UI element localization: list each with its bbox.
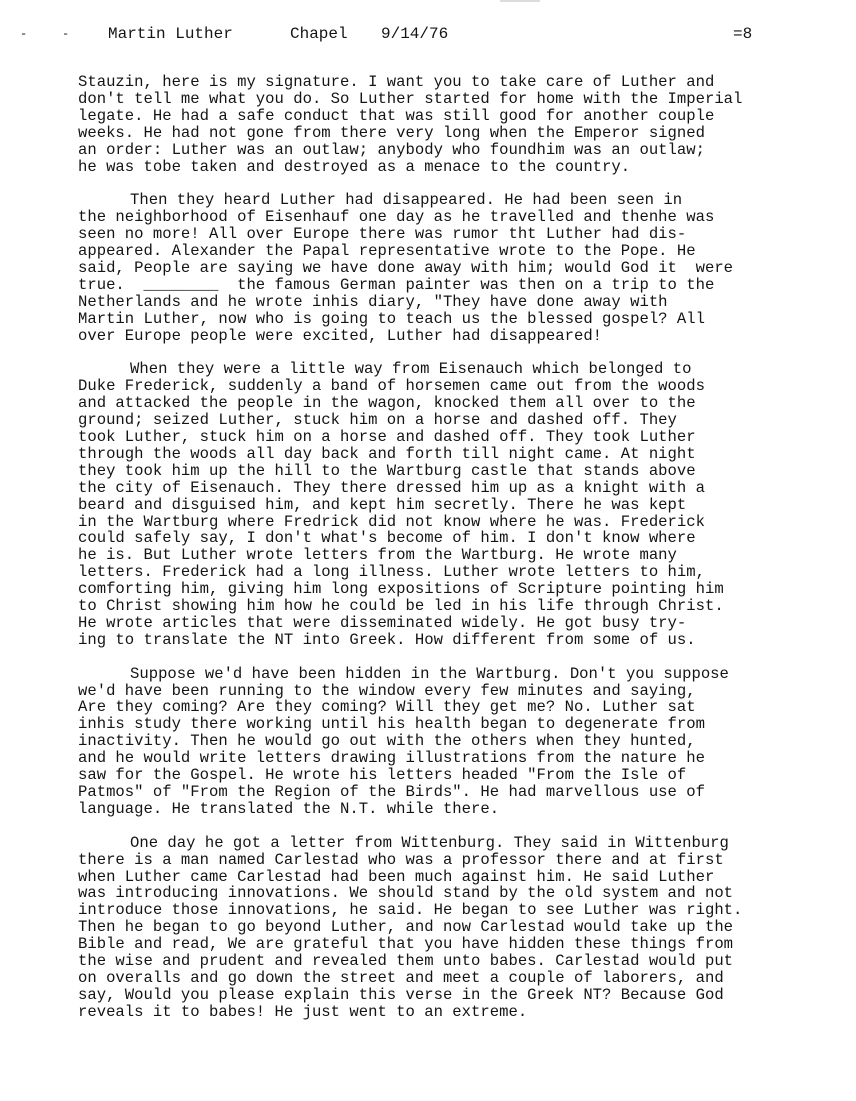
text-line: we'd have been running to the window every few minutes and saying, bbox=[78, 681, 696, 700]
header-date: 9/14/76 bbox=[381, 25, 449, 43]
text-line: Then they heard Luther had disappeared. He had been seen in bbox=[130, 191, 683, 210]
text-line: over Europe people were excited, Luther had disappeared! bbox=[78, 326, 603, 345]
text-line: the wise and prudent and revealed them unto babes. Carlestad would put bbox=[78, 952, 734, 971]
text-line: ing to translate the NT into Greek. How different from some of us. bbox=[78, 630, 696, 649]
text-line: appeared. Alexander the Papal representative wrote to the Pope. He bbox=[78, 242, 696, 261]
text-line: introduce those innovations, he said. He began to see Luther was right. bbox=[78, 901, 743, 920]
paragraph bbox=[78, 666, 818, 818]
text-line: Stauzin, here is my signature. I want you to take care of Luther and bbox=[78, 73, 715, 91]
text-line: the neighborhood of Eisenhauf one day as he travelled and thenhe was bbox=[78, 208, 715, 227]
page-number: =8 bbox=[733, 25, 753, 43]
text-line: and he would write letters drawing illustrations from the nature he bbox=[78, 749, 705, 768]
text-line: inactivity. Then he would go out with the others when they hunted, bbox=[78, 732, 696, 751]
text-line: inhis study there working until his health began to degenerate from bbox=[78, 715, 705, 734]
text-line: When they were a little way from Eisenauch which belonged to bbox=[130, 360, 692, 379]
text-line: don't tell me what you do. So Luther started for home with the Imperial bbox=[78, 89, 743, 108]
text-line: he is. But Luther wrote letters from the Wartburg. He wrote many bbox=[78, 546, 677, 565]
text-line: beard and disguised him, and kept him secretly. There he was kept bbox=[78, 495, 687, 514]
text-line: on overalls and go down the street and meet a couple of laborers, and bbox=[78, 968, 724, 987]
text-line: Bible and read, We are grateful that you have hidden these things from bbox=[78, 935, 734, 954]
paragraph bbox=[78, 74, 818, 175]
text-line: legate. He had a safe conduct that was still good for another couple bbox=[78, 106, 715, 125]
text-line: said, People are saying we have done away with him; would God it were bbox=[78, 258, 734, 277]
text-line: Netherlands and he wrote inhis diary, "They have done away with bbox=[78, 292, 668, 311]
text-line: could safely say, I don't what's become of him. I don't know where bbox=[78, 529, 696, 548]
header-title: Martin Luther bbox=[108, 25, 233, 43]
header-service: Chapel bbox=[290, 25, 348, 43]
text-line: ground; seized Luther, stuck him on a horse and dashed off. They bbox=[78, 411, 677, 430]
page-header bbox=[0, 23, 856, 45]
text-line: language. He translated the N.T. while there. bbox=[78, 799, 500, 818]
text-line: and attacked the people in the wagon, knocked them all over to the bbox=[78, 394, 696, 413]
text-line: Then he began to go beyond Luther, and now Carlestad would take up the bbox=[78, 918, 734, 937]
text-line: comforting him, giving him long expositions of Scripture pointing him bbox=[78, 580, 724, 599]
text-line: true. ________ the famous German painter was then on a trip to the bbox=[78, 275, 715, 294]
text-line: to Christ showing him how he could be led in his life through Christ. bbox=[78, 597, 724, 616]
text-line: Patmos" of "From the Region of the Birds". He had marvellous use of bbox=[78, 783, 705, 802]
text-line: when Luther came Carlestad had been much against him. He said Luther bbox=[78, 867, 715, 886]
text-line: He wrote articles that were disseminated widely. He got busy try- bbox=[78, 613, 687, 632]
text-line: Duke Frederick, suddenly a band of horsemen came out from the woods bbox=[78, 377, 705, 396]
scan-smudge bbox=[500, 0, 540, 2]
paragraph bbox=[78, 192, 818, 344]
text-line: Martin Luther, now who is going to teach us the blessed gospel? All bbox=[78, 309, 705, 328]
text-line: took Luther, stuck him on a horse and dashed off. They took Luther bbox=[78, 428, 696, 446]
text-line: say, Would you please explain this verse in the Greek NT? Because God bbox=[78, 985, 724, 1004]
text-line: saw for the Gospel. He wrote his letters headed "From the Isle of bbox=[78, 766, 687, 785]
header-mark-left: - bbox=[20, 27, 28, 41]
text-line: Suppose we'd have been hidden in the Wartburg. Don't you suppose bbox=[130, 664, 729, 683]
text-line: an order: Luther was an outlaw; anybody who foundhim was an outlaw; bbox=[78, 140, 705, 159]
text-line: letters. Frederick had a long illness. Luther wrote letters to him, bbox=[78, 563, 705, 582]
text-line: seen no more! All over Europe there was rumor tht Luther had dis- bbox=[78, 225, 687, 244]
paragraph bbox=[78, 361, 818, 648]
text-line: One day he got a letter from Wittenburg. They said in Wittenburg bbox=[130, 833, 729, 852]
text-line: reveals it to babes! He just went to an extreme. bbox=[78, 1002, 528, 1021]
text-line: the city of Eisenauch. They there dressed him up as a knight with a bbox=[78, 478, 705, 497]
header-mark-right: - bbox=[62, 27, 70, 41]
text-line: Are they coming? Are they coming? Will they get me? No. Luther sat bbox=[78, 698, 696, 717]
text-line: there is a man named Carlestad who was a professor there and at first bbox=[78, 850, 724, 869]
text-line: they took him up the hill to the Wartburg castle that stands above bbox=[78, 461, 696, 480]
text-line: weeks. He had not gone from there very long when the Emperor signed bbox=[78, 123, 705, 142]
document-body bbox=[78, 74, 818, 1038]
text-line: in the Wartburg where Fredrick did not know where he was. Frederick bbox=[78, 512, 705, 531]
text-line: he was tobe taken and destroyed as a menace to the country. bbox=[78, 157, 631, 176]
text-line: was introducing innovations. We should stand by the old system and not bbox=[78, 884, 734, 903]
paragraph bbox=[78, 835, 818, 1021]
text-line: through the woods all day back and forth till night came. At night bbox=[78, 444, 696, 463]
